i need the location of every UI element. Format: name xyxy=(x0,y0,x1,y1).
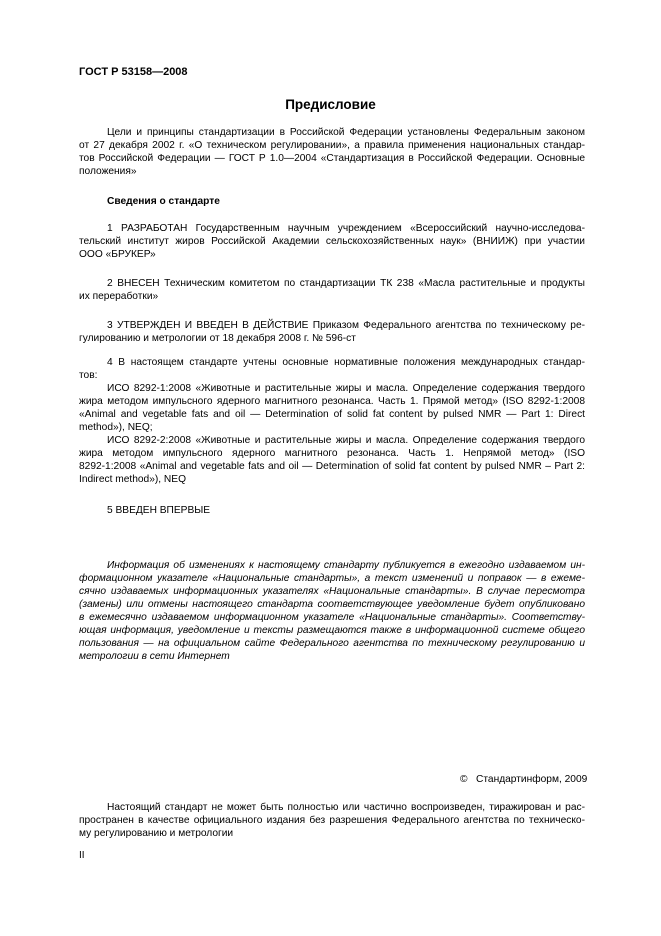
intro-line: тов Российской Федерации — ГОСТ Р 1.0—2004 «Стандартизация в Российской Федерации. Основные xyxy=(79,153,585,164)
item-4-line: method»), NEQ; xyxy=(79,422,153,433)
item-4-line: 8292-1:2008 «Animal and vegetable fats and oil — Determination of solid fat content by pulsed NMR – Part 2: xyxy=(79,461,585,472)
notice-line: ющая информация, уведомление и тексты размещаются также в информационной системе общего xyxy=(79,625,585,636)
intro-line: Цели и принципы стандартизации в Российской Федерации установлены Федеральным законом xyxy=(107,127,585,138)
item-4-line: ИСО 8292-2:2008 «Животные и растительные жиры и масла. Определение содержания твердого xyxy=(107,435,585,446)
page-number: II xyxy=(79,850,85,861)
copyright: © Стандартинформ, 2009 xyxy=(460,774,588,785)
reproduction-line: Настоящий стандарт не может быть полностью или частично воспроизведен, тиражирован и рас- xyxy=(107,802,585,813)
item-4-line: жира методом импульсного ядерного магнитного резонанса. Часть 1. Прямой метод» (ISO 8292-1:2008 xyxy=(79,396,585,407)
item-3-line: 3 УТВЕРЖДЕН И ВВЕДЕН В ДЕЙСТВИЕ Приказом Федерального агентства по техническому ре- xyxy=(107,320,585,331)
notice-line: в ежемесячно издаваемом информационном указателе «Национальные стандарты». Соответству- xyxy=(79,612,585,623)
standard-info-heading: Сведения о стандарте xyxy=(107,196,220,207)
page-title: Предисловие xyxy=(285,97,376,112)
item-4-line: ИСО 8292-1:2008 «Животные и растительные жиры и масла. Определение содержания твердого xyxy=(107,383,585,394)
item-2-line: их переработки» xyxy=(79,291,159,302)
reproduction-line: пространен в качестве официального издания без разрешения Федерального агентства по техническо- xyxy=(79,815,585,826)
reproduction-line: му регулированию и метрологии xyxy=(79,828,234,839)
notice-line: (замены) или отмены настоящего стандарта соответствующее уведомление будет опубликовано xyxy=(79,599,585,610)
notice-line: пользования — на официальном сайте Федерального агентства по техническому регулированию и xyxy=(79,638,585,649)
document-code: ГОСТ Р 53158—2008 xyxy=(79,66,188,78)
item-1-line: ООО «БРУКЕР» xyxy=(79,249,156,260)
notice-line: формационном указателе «Национальные стандарты», а текст изменений и поправок — в ежеме- xyxy=(79,573,585,584)
notice-line: метрологии в сети Интернет xyxy=(79,651,230,662)
intro-line: положения» xyxy=(79,166,137,177)
item-2-line: 2 ВНЕСЕН Техническим комитетом по стандартизации ТК 238 «Масла растительные и продукты xyxy=(107,278,585,289)
item-5-line: 5 ВВЕДЕН ВПЕРВЫЕ xyxy=(107,505,211,516)
notice-line: сячно издаваемых информационных указателях «Национальные стандарты». В случае пересмотра xyxy=(79,586,585,597)
item-4-line: Indirect method»), NEQ xyxy=(79,474,187,485)
notice-line: Информация об изменениях к настоящему стандарту публикуется в ежегодно издаваемом ин- xyxy=(107,560,585,571)
intro-line: от 27 декабря 2002 г. «О техническом регулировании», а правила применения национальных стандар- xyxy=(79,140,585,151)
item-4-line: жира методом импульсного ядерного магнитного резонанса. Часть 1. Непрямой метод» (ISO xyxy=(79,448,585,459)
item-4-line: 4 В настоящем стандарте учтены основные нормативные положения международных стандар- xyxy=(107,357,585,368)
item-1-line: 1 РАЗРАБОТАН Государственным научным учреждением «Всероссийский научно-исследова- xyxy=(107,223,585,234)
item-4-line: тов: xyxy=(79,370,98,381)
item-4-line: «Animal and vegetable fats and oil — Determination of solid fat content by pulsed NMR — Part 1: Direct xyxy=(79,409,585,420)
item-1-line: тельский институт жиров Российской Академии сельскохозяйственных наук» (ВНИИЖ) при участии xyxy=(79,236,585,247)
item-3-line: гулированию и метрологии от 18 декабря 2008 г. № 596-ст xyxy=(79,333,356,344)
